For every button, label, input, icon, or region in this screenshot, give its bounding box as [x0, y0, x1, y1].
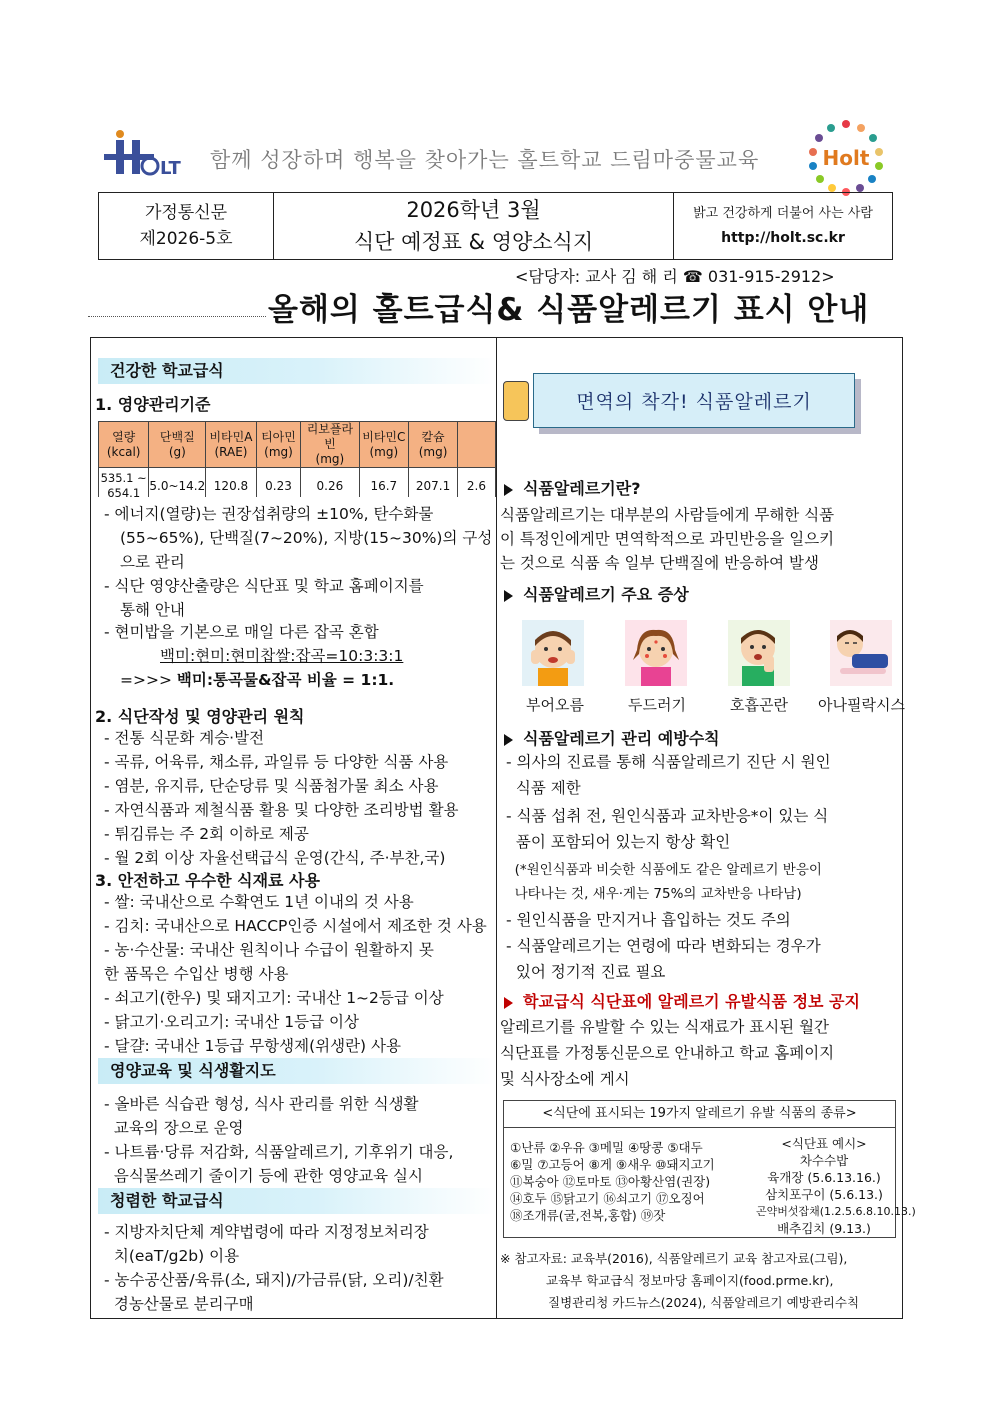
menu-example [756, 1135, 916, 1237]
school-slogan: 함께 성장하며 행복을 찾아가는 홀트학교 드림마중물교육 [210, 148, 760, 172]
text-line: 는 것으로 식품 속 일부 단백질에 반응하여 발생 [500, 554, 819, 572]
allergen-box-title: <식단에 표시되는 19가지 알레르기 유발 식품의 종류> [504, 1101, 895, 1128]
td-riboflavin: 0.26 [301, 468, 359, 498]
allergy-callout [503, 373, 865, 435]
issue-date: 2026학년 3월 [406, 198, 541, 222]
grain-ratio-summary [120, 668, 394, 692]
svg-text:Holt: Holt [822, 146, 870, 170]
list-item: - 곡류, 어육류, 채소류, 과일류 등 다양한 식품 사용 [104, 753, 449, 771]
text-line: - 의사의 진료를 통해 식품알레르기 진단 시 원인 [506, 753, 831, 771]
heading-what-is-allergy [504, 476, 640, 499]
triangle-bullet-icon [504, 590, 513, 602]
text-line: - 현미밥을 기본으로 매일 다른 잡곡 혼합 [104, 623, 379, 641]
list-item: - 전통 식문화 계승·발전 [104, 729, 265, 747]
newsletter-masthead [98, 192, 893, 260]
text-line: 식단표를 가정통신문으로 안내하고 학교 홈페이지 [500, 1044, 835, 1062]
school-info [674, 193, 892, 259]
th-protein: 단백질 (g) [149, 422, 206, 468]
svg-text:LT: LT [160, 158, 181, 179]
symptom-label: 두드러기 [628, 696, 686, 714]
page-title: 올해의 홀트급식& 식품알레르기 표시 안내 [268, 292, 870, 328]
callout-box [533, 373, 855, 428]
th-riboflavin: 리보플라빈 (mg) [301, 422, 359, 468]
text-line: 식품 제한 [506, 779, 581, 797]
nutrition-table-wrap [98, 421, 496, 497]
allergen-list [510, 1139, 715, 1224]
text-line: 으로 관리 [120, 553, 185, 571]
allergen-line: ⑭호두 ⑮닭고기 ⑯쇠고기 ⑰오징어 [510, 1191, 705, 1206]
heading-safe-ingredients: 3. 안전하고 우수한 식재료 사용 [95, 871, 320, 890]
arrow-prefix: =>>> [120, 671, 177, 689]
heading-allergy-notice [504, 989, 860, 1012]
school-motto: 밝고 건강하게 더불어 사는 사람 [693, 206, 873, 221]
issue-number: 제2026-5호 [139, 229, 233, 249]
breathing-difficulty-child-icon [728, 620, 790, 686]
list-item: - 닭고기·오리고기: 국내산 1등급 이상 [104, 1013, 359, 1031]
heading-label: 식품알레르기란? [523, 479, 641, 498]
scroll-icon [503, 381, 529, 421]
allergen-line: ⑪복숭아 ⑫토마토 ⑬아황산염(권장) [510, 1174, 711, 1189]
th-thiamin: 티아민 (mg) [256, 422, 301, 468]
list-item: - 나트륨·당류 저감화, 식품알레르기, 기후위기 대응, [104, 1143, 454, 1161]
td-protein: 5.0~14.2 [149, 468, 206, 498]
triangle-bullet-icon [504, 484, 513, 496]
reference-line: 교육부 학교급식 정보마당 홈페이지(food.prme.kr), [546, 1273, 834, 1288]
contact-line: <담당자: 교사 김 해 리 ☎ 031-915-2912> [515, 267, 835, 286]
section-healthy-meal: 건강한 학교급식 [98, 358, 496, 384]
list-item: - 김치: 국내산으로 HACCP인증 시설에서 제조한 것 사용 [104, 917, 487, 935]
list-item: 음식물쓰레기 줄이기 등에 관한 영양교육 실시 [104, 1167, 423, 1185]
allergen-line: ⑥밀 ⑦고등어 ⑧게 ⑨새우 ⑩돼지고기 [510, 1157, 715, 1172]
issue-info [99, 193, 274, 259]
menu-example-line: 배추김치 (9.13.) [777, 1221, 871, 1236]
menu-example-line: 차수수밥 [799, 1153, 849, 1168]
school-url[interactable]: http://holt.sc.kr [721, 230, 845, 246]
list-item: - 농·수산물: 국내산 원칙이나 수급이 원활하지 못 [104, 941, 434, 959]
symptom-label: 부어오름 [526, 696, 584, 714]
allergen-line: ⑱조개류(굴,전복,홍합) ⑲잣 [510, 1208, 666, 1223]
column-divider [496, 337, 497, 1319]
th-vitamin-c: 비타민C (mg) [359, 422, 409, 468]
th-energy: 열량 (kcal) [99, 422, 149, 468]
list-item: - 농수공산품/육류(소, 돼지)/가금류(닭, 오리)/친환 [104, 1271, 444, 1289]
text-line: - 식품 섭취 전, 원인식품과 교차반응*이 있는 식 [506, 807, 829, 825]
heading-label: 식품알레르기 주요 증상 [523, 585, 689, 604]
th-iron [457, 422, 495, 468]
menu-example-line: <식단표 예시> [781, 1136, 867, 1151]
th-vitamin-a: 비타민A (RAE) [206, 422, 256, 468]
list-item: - 튀김류는 주 2회 이하로 제공 [104, 825, 309, 843]
heading-menu-principles: 2. 식단작성 및 영양관리 원칙 [95, 707, 305, 726]
newsletter-label: 가정통신문 [144, 203, 228, 223]
text-line: 이 특정인에게만 면역학적으로 과민반응을 일으키 [500, 530, 835, 548]
allergen-info-box [503, 1100, 916, 1238]
list-item: - 자연식품과 제철식품 활용 및 다양한 조리방법 활용 [104, 801, 459, 819]
text-line: 식품알레르기는 대부분의 사람들에게 무해한 식품 [500, 506, 835, 524]
list-item: - 염분, 유지류, 단순당류 및 식품첨가물 최소 사용 [104, 777, 439, 795]
heading-nutrition-standard: 1. 영양관리기준 [95, 395, 211, 414]
text-line: 있어 정기적 진료 필요 [506, 963, 666, 981]
ratio-bold: 백미:통곡물&잡곡 비율 = 1:1. [176, 671, 395, 689]
heading-label: 식품알레르기 관리 예방수칙 [523, 729, 720, 748]
text-line: (55~65%), 단백질(7~20%), 지방(15~30%)의 구성 [120, 529, 493, 547]
holt-logo-left [102, 128, 192, 184]
heading-label: 학교급식 식단표에 알레르기 유발식품 정보 공지 [523, 992, 860, 1011]
text-line: - 식단 영양산출량은 식단표 및 학교 홈페이지를 [104, 577, 424, 595]
symptom-label: 호흡곤란 [730, 696, 788, 714]
th-calcium: 칼슘 (mg) [409, 422, 458, 468]
list-item: - 쇠고기(한우) 및 돼지고기: 국내산 1~2등급 이상 [104, 989, 444, 1007]
list-item: - 월 2회 이상 자율선택급식 운영(간식, 주·부찬,국) [104, 849, 446, 867]
td-vitamin-c: 16.7 [359, 468, 409, 498]
heading-symptoms [504, 582, 689, 605]
text-line: 알레르기를 유발할 수 있는 식재료가 표시된 월간 [500, 1018, 830, 1036]
allergen-line: ①난류 ②우유 ③메밀 ④땅콩 ⑤대두 [510, 1140, 703, 1155]
footnote-line: 나타나는 것, 새우·게는 75%의 교차반응 나타남) [506, 886, 802, 902]
swelling-child-icon [522, 620, 584, 686]
list-item: - 지방자치단체 계약법령에 따라 지정정보처리장 [104, 1223, 429, 1241]
section-clean-meal: 청렴한 학교급식 [98, 1188, 496, 1214]
symptom-label: 아나필락시스 [818, 696, 905, 714]
td-vitamin-a: 120.8 [206, 468, 256, 498]
heading-prevention [504, 726, 720, 749]
issue-subtitle: 식단 예정표 & 영양소식지 [353, 230, 594, 254]
section-nutrition-education: 영양교육 및 식생활지도 [98, 1058, 496, 1084]
text-line: - 원인식품을 만지거나 흡입하는 것도 주의 [506, 911, 791, 929]
callout-title: 면역의 착각! 식품알레르기 [576, 391, 812, 413]
list-item: 한 품목은 수입산 병행 사용 [104, 965, 289, 983]
td-energy: 535.1 ~ 654.1 [99, 468, 149, 498]
triangle-bullet-icon [504, 997, 513, 1009]
reference-line: 질병관리청 카드뉴스(2024), 식품알레르기 예방관리수칙 [548, 1295, 860, 1310]
holt-logo-right [806, 118, 886, 198]
triangle-bullet-icon [504, 734, 513, 746]
text-line: 및 식사장소에 게시 [500, 1070, 630, 1088]
list-item: 경농산물로 분리구매 [104, 1295, 254, 1313]
text-line: - 식품알레르기는 연령에 따라 변화되는 경우가 [506, 937, 821, 955]
list-item: - 달걀: 국내산 1등급 무항생제(위생란) 사용 [104, 1037, 401, 1055]
menu-example-line: 삼치포구이 (5.6.13.) [765, 1187, 883, 1202]
list-item: - 쌀: 국내산으로 수확연도 1년 이내의 것 사용 [104, 893, 414, 911]
reference-line: ※ 참고자료: 교육부(2016), 식품알레르기 교육 참고자료(그림), [500, 1251, 848, 1266]
list-item: - 올바른 식습관 형성, 식사 관리를 위한 식생활 [104, 1095, 419, 1113]
grain-ratio: 백미:현미:현미찹쌀:잡곡=10:3:3:1 [160, 647, 404, 665]
anaphylaxis-child-icon [830, 620, 892, 686]
td-iron: 2.6 [457, 468, 495, 498]
text-line: - 에너지(열량)는 권장섭취량의 ±10%, 탄수화물 [104, 505, 434, 523]
text-line: 통해 안내 [120, 601, 185, 619]
menu-example-line: 육개장 (5.6.13.16.) [767, 1170, 881, 1185]
dotted-rule [88, 316, 266, 317]
list-item: 치(eaT/g2b) 이용 [104, 1247, 240, 1265]
td-thiamin: 0.23 [256, 468, 301, 498]
references [500, 1248, 859, 1314]
issue-title [274, 193, 674, 259]
list-item: 교육의 장으로 운영 [104, 1119, 244, 1137]
hives-child-icon [625, 620, 687, 686]
text-line: 품이 포함되어 있는지 항상 확인 [506, 833, 731, 851]
td-calcium: 207.1 [409, 468, 458, 498]
menu-example-line: 곤약버섯잡채(1.2.5.6.8.10.13.) [756, 1205, 916, 1218]
footnote-line: (*원인식품과 비슷한 식품에도 같은 알레르기 반응이 [506, 862, 822, 878]
nutrition-table [98, 421, 496, 497]
